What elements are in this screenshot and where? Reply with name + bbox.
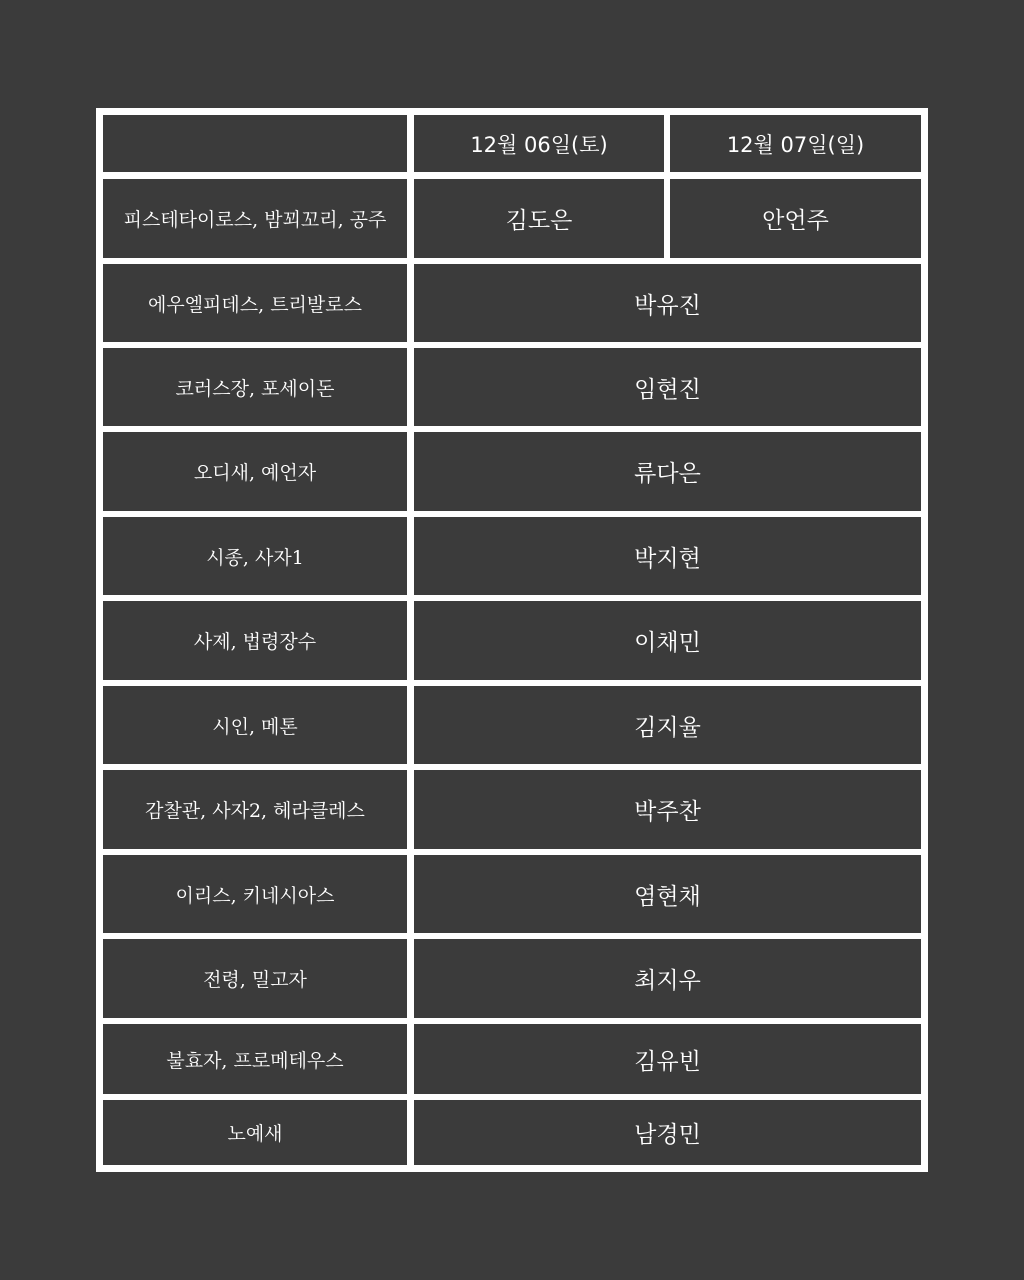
- header-date-sun: 12월 07일(일): [670, 115, 921, 172]
- actor-cell: 김지율: [414, 686, 921, 764]
- role-cell: 오디새, 예언자: [103, 432, 407, 511]
- actor-cell: 박지현: [414, 517, 921, 595]
- role-cell: 불효자, 프로메테우스: [103, 1024, 407, 1094]
- role-cell: 감찰관, 사자2, 헤라클레스: [103, 770, 407, 849]
- cast-schedule-table: [96, 108, 928, 1172]
- actor-cell: 임현진: [414, 348, 921, 426]
- header-corner-cell: [103, 115, 407, 172]
- role-cell: 피스테타이로스, 밤꾀꼬리, 공주: [103, 179, 407, 258]
- role-cell: 노예새: [103, 1100, 407, 1165]
- actor-cell: 박주찬: [414, 770, 921, 849]
- actor-cell: 이채민: [414, 601, 921, 680]
- role-cell: 전령, 밀고자: [103, 939, 407, 1018]
- role-cell: 코러스장, 포세이돈: [103, 348, 407, 426]
- actor-cell: 남경민: [414, 1100, 921, 1165]
- actor-cell: 최지우: [414, 939, 921, 1018]
- actor-cell: 박유진: [414, 264, 921, 342]
- role-cell: 사제, 법령장수: [103, 601, 407, 680]
- actor-cell-sat: 김도은: [414, 179, 664, 258]
- actor-cell: 염현채: [414, 855, 921, 933]
- role-cell: 에우엘피데스, 트리발로스: [103, 264, 407, 342]
- actor-cell-sun: 안언주: [670, 179, 921, 258]
- actor-cell: 류다은: [414, 432, 921, 511]
- role-cell: 시인, 메톤: [103, 686, 407, 764]
- actor-cell: 김유빈: [414, 1024, 921, 1094]
- header-date-sat: 12월 06일(토): [414, 115, 664, 172]
- role-cell: 이리스, 키네시아스: [103, 855, 407, 933]
- role-cell: 시종, 사자1: [103, 517, 407, 595]
